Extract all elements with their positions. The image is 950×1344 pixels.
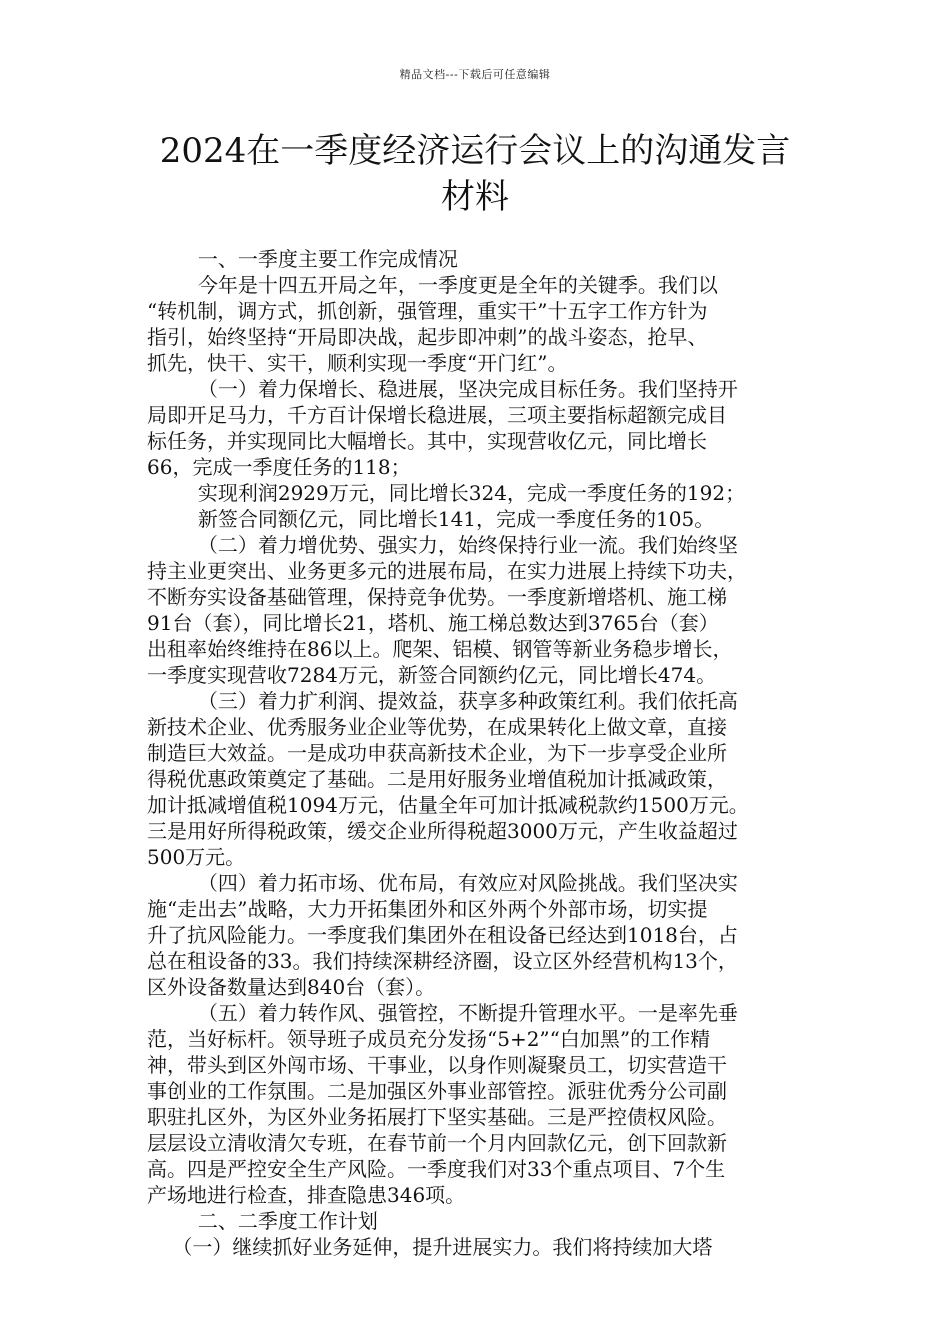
text-line: 升了抗风险能力。一季度我们集团外在租设备已经达到1018台，占 bbox=[147, 923, 738, 947]
text-line: “转机制，调方式，抓创新，强管理，重实干”十五字工作方针为 bbox=[147, 299, 708, 323]
text-line: （四）着力拓市场、优布局，有效应对风险挑战。我们坚决实 bbox=[147, 871, 738, 895]
text-line: 得税优惠政策奠定了基础。二是用好服务业增值税加计抵减政策， bbox=[147, 767, 727, 791]
text-line: （二）着力增优势、强实力，始终保持行业一流。我们始终坚 bbox=[147, 533, 738, 557]
text-line: （五）着力转作风、强管控，不断提升管理水平。一是率先垂 bbox=[147, 1001, 738, 1025]
document-body bbox=[147, 246, 807, 1260]
text-line: 500万元。 bbox=[147, 845, 246, 869]
text-line: 不断夯实设备基础管理，保持竞争优势。一季度新增塔机、施工梯 bbox=[147, 585, 727, 609]
title-line: 2024在一季度经济运行会议上的沟通发言 bbox=[159, 131, 791, 171]
text-line: 标任务，并实现同比大幅增长。其中，实现营收亿元，同比增长 bbox=[147, 429, 707, 453]
text-line: 产场地进行检查，排查隐患346项。 bbox=[147, 1183, 466, 1207]
text-line: 施“走出去”战略，大力开拓集团外和区外两个外部市场，切实提 bbox=[147, 897, 708, 921]
text-line: 66，完成一季度任务的118； bbox=[147, 455, 411, 479]
text-line: 一季度实现营收7284万元，新签合同额约亿元，同比增长474。 bbox=[147, 663, 717, 687]
text-line: 神，带头到区外闯市场、干事业，以身作则凝聚员工，切实营造干 bbox=[147, 1053, 727, 1077]
text-line: 制造巨大效益。一是成功申获高新技术企业，为下一步享受企业所 bbox=[147, 741, 727, 765]
text-line: 新签合同额亿元，同比增长141，完成一季度任务的105。 bbox=[147, 507, 715, 531]
text-line: 总在租设备的33。我们持续深耕经济圈，设立区外经营机构13个， bbox=[147, 949, 738, 973]
text-line: 抓先，快干、实干，顺利实现一季度“开门红”。 bbox=[147, 351, 568, 375]
text-line: 层层设立清收清欠专班，在春节前一个月内回款亿元，创下回款新 bbox=[147, 1131, 727, 1155]
page-header: 精品文档---下载后可任意编辑 bbox=[399, 68, 551, 81]
text-line: 三是用好所得税政策，缓交企业所得税超3000万元，产生收益超过 bbox=[147, 819, 738, 843]
text-line: （一）着力保增长、稳进展，坚决完成目标任务。我们坚持开 bbox=[147, 377, 738, 401]
text-line: 高。四是严控安全生产风险。一季度我们对33个重点项目、7个生 bbox=[147, 1157, 726, 1181]
text-line: 新技术企业、优秀服务业企业等优势，在成果转化上做文章，直接 bbox=[147, 715, 727, 739]
text-line: 局即开足马力，千方百计保增长稳进展，三项主要指标超额完成目 bbox=[147, 403, 727, 427]
text-line: 今年是十四五开局之年，一季度更是全年的关键季。我们以 bbox=[147, 273, 718, 297]
document-title bbox=[100, 128, 850, 220]
text-line: （三）着力扩利润、提效益，获享多种政策红利。我们依托高 bbox=[147, 689, 738, 713]
text-line: 范，当好标杆。领导班子成员充分发扬“5+2”“白加黑”的工作精 bbox=[147, 1027, 711, 1051]
title-line: 材料 bbox=[441, 177, 509, 217]
text-line: 指引，始终坚持“开局即决战，起步即冲刺”的战斗姿态，抢早、 bbox=[147, 325, 708, 349]
text-line: （一）继续抓好业务延伸，提升进展实力。我们将持续加大塔 bbox=[147, 1235, 713, 1259]
text-line: 实现利润2929万元，同比增长324，完成一季度任务的192； bbox=[147, 481, 746, 505]
text-line: 出租率始终维持在86以上。爬架、铝模、钢管等新业务稳步增长， bbox=[147, 637, 733, 661]
text-line: 持主业更突出、业务更多元的进展布局，在实力进展上持续下功夫， bbox=[147, 559, 747, 583]
text-line: 职驻扎区外，为区外业务拓展打下坚实基础。三是严控债权风险。 bbox=[147, 1105, 727, 1129]
text-line: 91台（套），同比增长21，塔机、施工梯总数达到3765台（套） bbox=[147, 611, 719, 635]
text-line: 二、二季度工作计划 bbox=[147, 1209, 378, 1233]
text-line: 加计抵减增值税1094万元，估量全年可加计抵减税款约1500万元。 bbox=[147, 793, 749, 817]
text-line: 区外设备数量达到840台（套）。 bbox=[147, 975, 436, 999]
text-line: 事创业的工作氛围。二是加强区外事业部管控。派驻优秀分公司副 bbox=[147, 1079, 727, 1103]
text-line: 一、一季度主要工作完成情况 bbox=[147, 247, 458, 271]
